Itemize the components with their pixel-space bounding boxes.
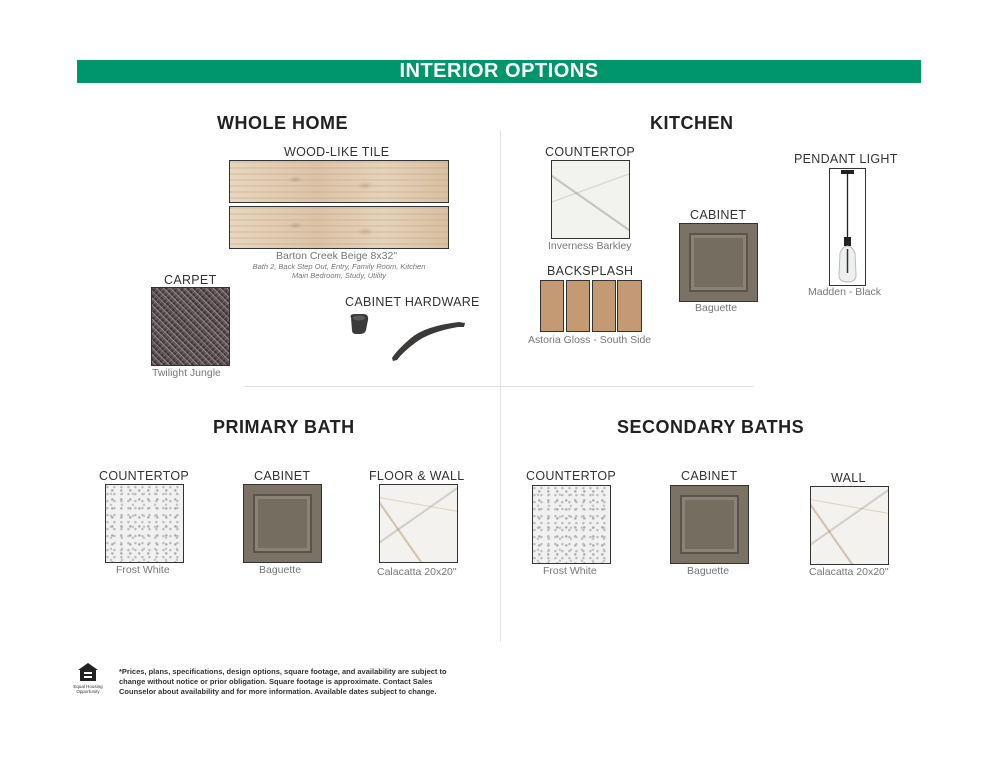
secondary-wall-label: WALL: [831, 471, 866, 485]
eho-line1: Equal Housing: [73, 684, 103, 689]
secondary-wall-name: Calacatta 20x20": [809, 566, 889, 578]
backsplash-tile: [617, 280, 642, 332]
carpet-label: CARPET: [164, 273, 217, 287]
secondary-cabinet-name: Baguette: [687, 565, 730, 577]
equal-housing-icon: [77, 662, 99, 682]
kitchen-countertop-label: COUNTERTOP: [545, 145, 636, 159]
kitchen-cabinet-label: CABINET: [690, 208, 747, 222]
disclaimer: [119, 667, 447, 697]
kitchen-cabinet-swatch: [679, 223, 758, 302]
kitchen-countertop-swatch: [551, 160, 630, 239]
backsplash-tile: [592, 280, 616, 332]
primary-floor-wall-label: FLOOR & WALL: [369, 469, 465, 483]
backsplash-label: BACKSPLASH: [547, 264, 634, 278]
secondary-cabinet-label: CABINET: [681, 469, 738, 483]
secondary-wall-swatch: [810, 486, 889, 565]
horizontal-divider: [244, 386, 754, 387]
primary-cabinet-name: Baguette: [259, 564, 302, 576]
backsplash-name: Astoria Gloss - South Side: [528, 334, 652, 346]
kitchen-countertop-name: Inverness Barkley: [548, 240, 632, 252]
pendant-light-icon: [830, 169, 865, 285]
backsplash-swatch: [540, 280, 642, 333]
primary-countertop-label: COUNTERTOP: [99, 469, 190, 483]
primary-countertop-swatch: [105, 484, 184, 563]
kitchen-cabinet-name: Baguette: [695, 302, 738, 314]
secondary-countertop-label: COUNTERTOP: [526, 469, 617, 483]
wood-tile-rooms-line2: Main Bedroom, Study, Utility: [291, 271, 387, 280]
pendant-light-name: Madden - Black: [808, 286, 881, 298]
wood-tile-rooms: [241, 262, 437, 280]
carpet-swatch: [151, 287, 230, 366]
disclaimer-line2: change without notice or prior obligation. Square footage is approximate. Contact Sales: [119, 677, 433, 686]
whole-home-title: WHOLE HOME: [217, 113, 348, 133]
secondary-countertop-name: Frost White: [543, 565, 597, 577]
page-banner: INTERIOR OPTIONS: [77, 60, 921, 83]
primary-floor-wall-name: Calacatta 20x20": [377, 566, 457, 578]
secondary-baths-title: SECONDARY BATHS: [617, 417, 805, 437]
wood-tile-label: WOOD-LIKE TILE: [284, 145, 390, 159]
carpet-name: Twilight Jungle: [152, 367, 221, 379]
primary-countertop-name: Frost White: [116, 564, 170, 576]
cabinet-hardware-icon: [345, 310, 470, 365]
kitchen-title: KITCHEN: [650, 113, 734, 133]
primary-bath-title: PRIMARY BATH: [213, 417, 355, 437]
primary-cabinet-label: CABINET: [254, 469, 311, 483]
cabinet-hardware-label: CABINET HARDWARE: [345, 295, 480, 309]
wood-tile-swatch-1: [229, 160, 449, 203]
secondary-cabinet-swatch: [670, 485, 749, 564]
primary-cabinet-swatch: [243, 484, 322, 563]
primary-floor-wall-swatch: [379, 484, 458, 563]
pendant-light-label: PENDANT LIGHT: [794, 152, 898, 166]
eho-line2: Opportunity: [76, 689, 100, 694]
backsplash-tile: [540, 280, 564, 332]
pendant-light-swatch: [829, 168, 866, 286]
secondary-countertop-swatch: [532, 485, 611, 564]
equal-housing-caption: [70, 684, 106, 694]
wood-tile-rooms-line1: Bath 2, Back Step Out, Entry, Family Room, Kitchen: [252, 262, 426, 271]
backsplash-tile: [566, 280, 590, 332]
disclaimer-line3: Counselor about availability and for more information. Available dates subject to change.: [119, 687, 437, 696]
wood-tile-name: Barton Creek Beige 8x32": [276, 250, 398, 262]
wood-tile-swatch-2: [229, 206, 449, 249]
disclaimer-line1: *Prices, plans, specifications, design options, square footage, and availability are subject to: [119, 667, 447, 676]
